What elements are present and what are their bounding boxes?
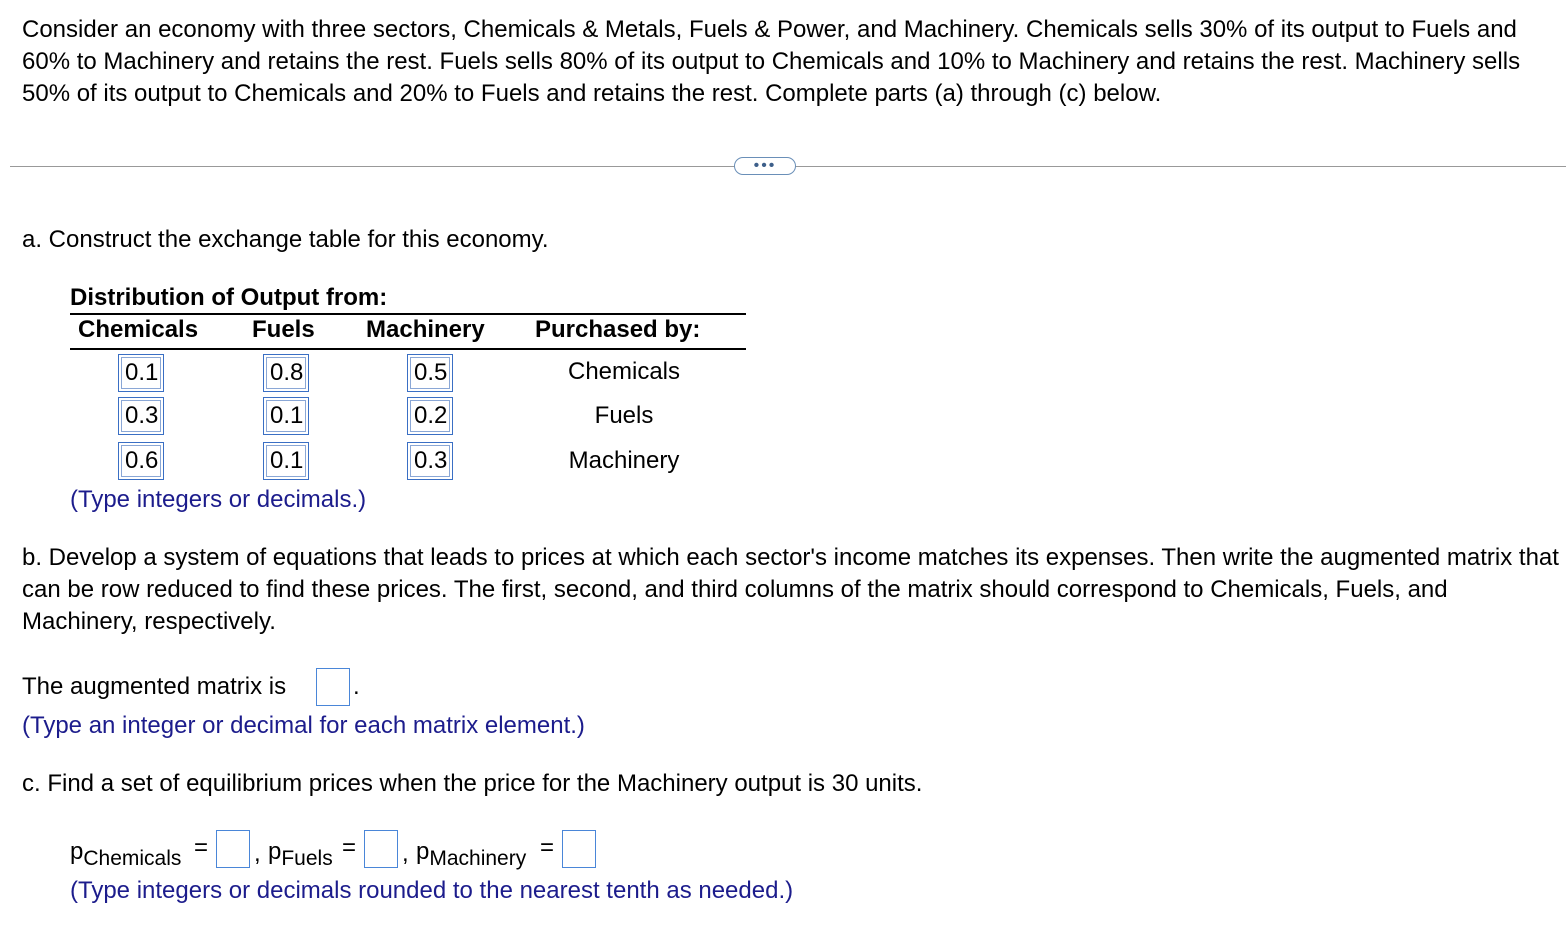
input-chemicals-to-fuels[interactable] <box>118 397 164 435</box>
cell-value: 0.3 <box>410 445 450 477</box>
cell-value: 0.1 <box>266 400 306 432</box>
price-subscript: Fuels <box>281 847 333 870</box>
cell-value: 0.2 <box>410 400 450 432</box>
row-label-fuels: Fuels <box>594 402 654 429</box>
matrix-period: . <box>353 673 360 700</box>
intro-text: Consider an economy with three sectors, Chemicals & Metals, Fuels & Power, and Machinery. Chemicals sells 30% of its output to Fuels and 60% to Machinery and retains the rest. Fuels sells 80% of its output to Chemicals and 10% to Machinery and retains the rest. Machinery sells 50% of its output to Chemicals and 20% to Fuels and retains the rest. Complete parts (a) through (c) below. <box>22 16 1521 107</box>
cell-value: 0.1 <box>121 357 161 389</box>
col-header-purchased-by: Purchased by: <box>535 316 701 343</box>
cell-value: 0.3 <box>121 400 161 432</box>
part-c-hint: (Type integers or decimals rounded to the nearest tenth as needed.) <box>70 877 794 904</box>
cell-value: 0.5 <box>410 357 450 389</box>
input-machinery-to-machinery[interactable] <box>407 442 453 480</box>
input-chemicals-to-chemicals[interactable] <box>118 354 164 392</box>
input-machinery-to-chemicals[interactable] <box>407 354 453 392</box>
table-title: Distribution of Output from: <box>70 284 388 311</box>
table-header-rule <box>70 348 746 350</box>
price-chemicals-input[interactable] <box>216 830 250 868</box>
input-machinery-to-fuels[interactable] <box>407 397 453 435</box>
input-fuels-to-fuels[interactable] <box>263 397 309 435</box>
price-chemicals-label <box>70 838 181 871</box>
part-b-hint: (Type an integer or decimal for each matrix element.) <box>22 712 585 739</box>
equals-sign: = <box>194 834 209 861</box>
equals-sign: = <box>540 834 555 861</box>
comma: , <box>402 840 409 867</box>
part-c-prompt: c. Find a set of equilibrium prices when the price for the Machinery output is 30 units. <box>22 770 923 797</box>
input-chemicals-to-machinery[interactable] <box>118 442 164 480</box>
augmented-matrix-input[interactable] <box>316 668 350 706</box>
price-fuels-input[interactable] <box>364 830 398 868</box>
col-header-machinery: Machinery <box>366 316 485 343</box>
expand-more-button[interactable]: ••• <box>734 157 796 175</box>
matrix-answer-label: The augmented matrix is <box>22 673 287 700</box>
row-label-chemicals: Chemicals <box>567 358 681 385</box>
price-machinery-input[interactable] <box>562 830 596 868</box>
part-b-prompt: b. Develop a system of equations that leads to prices at which each sector's income matches its expenses. Then write the augmented matrix that can be row reduced to find these prices. The first, second, and third columns of the matrix should correspond to Chemicals, Fuels, and Machinery, respectively. <box>22 544 1559 635</box>
input-fuels-to-machinery[interactable] <box>263 442 309 480</box>
input-fuels-to-chemicals[interactable] <box>263 354 309 392</box>
price-fuels-label <box>268 838 333 871</box>
table-top-rule <box>70 313 746 315</box>
cell-value: 0.1 <box>266 445 306 477</box>
col-header-fuels: Fuels <box>252 316 315 343</box>
price-symbol: p <box>416 838 430 865</box>
problem-statement <box>22 14 1552 110</box>
price-symbol: p <box>268 838 282 865</box>
col-header-chemicals: Chemicals <box>78 316 199 343</box>
price-symbol: p <box>70 838 84 865</box>
comma: , <box>254 840 261 867</box>
part-a-hint: (Type integers or decimals.) <box>70 486 367 513</box>
part-a-prompt: a. Construct the exchange table for this economy. <box>22 226 549 253</box>
price-subscript: Machinery <box>429 847 527 870</box>
cell-value: 0.6 <box>121 445 161 477</box>
price-subscript: Chemicals <box>83 847 182 870</box>
equals-sign: = <box>342 834 357 861</box>
row-label-machinery: Machinery <box>568 447 680 474</box>
cell-value: 0.8 <box>266 357 306 389</box>
price-machinery-label <box>416 838 526 871</box>
